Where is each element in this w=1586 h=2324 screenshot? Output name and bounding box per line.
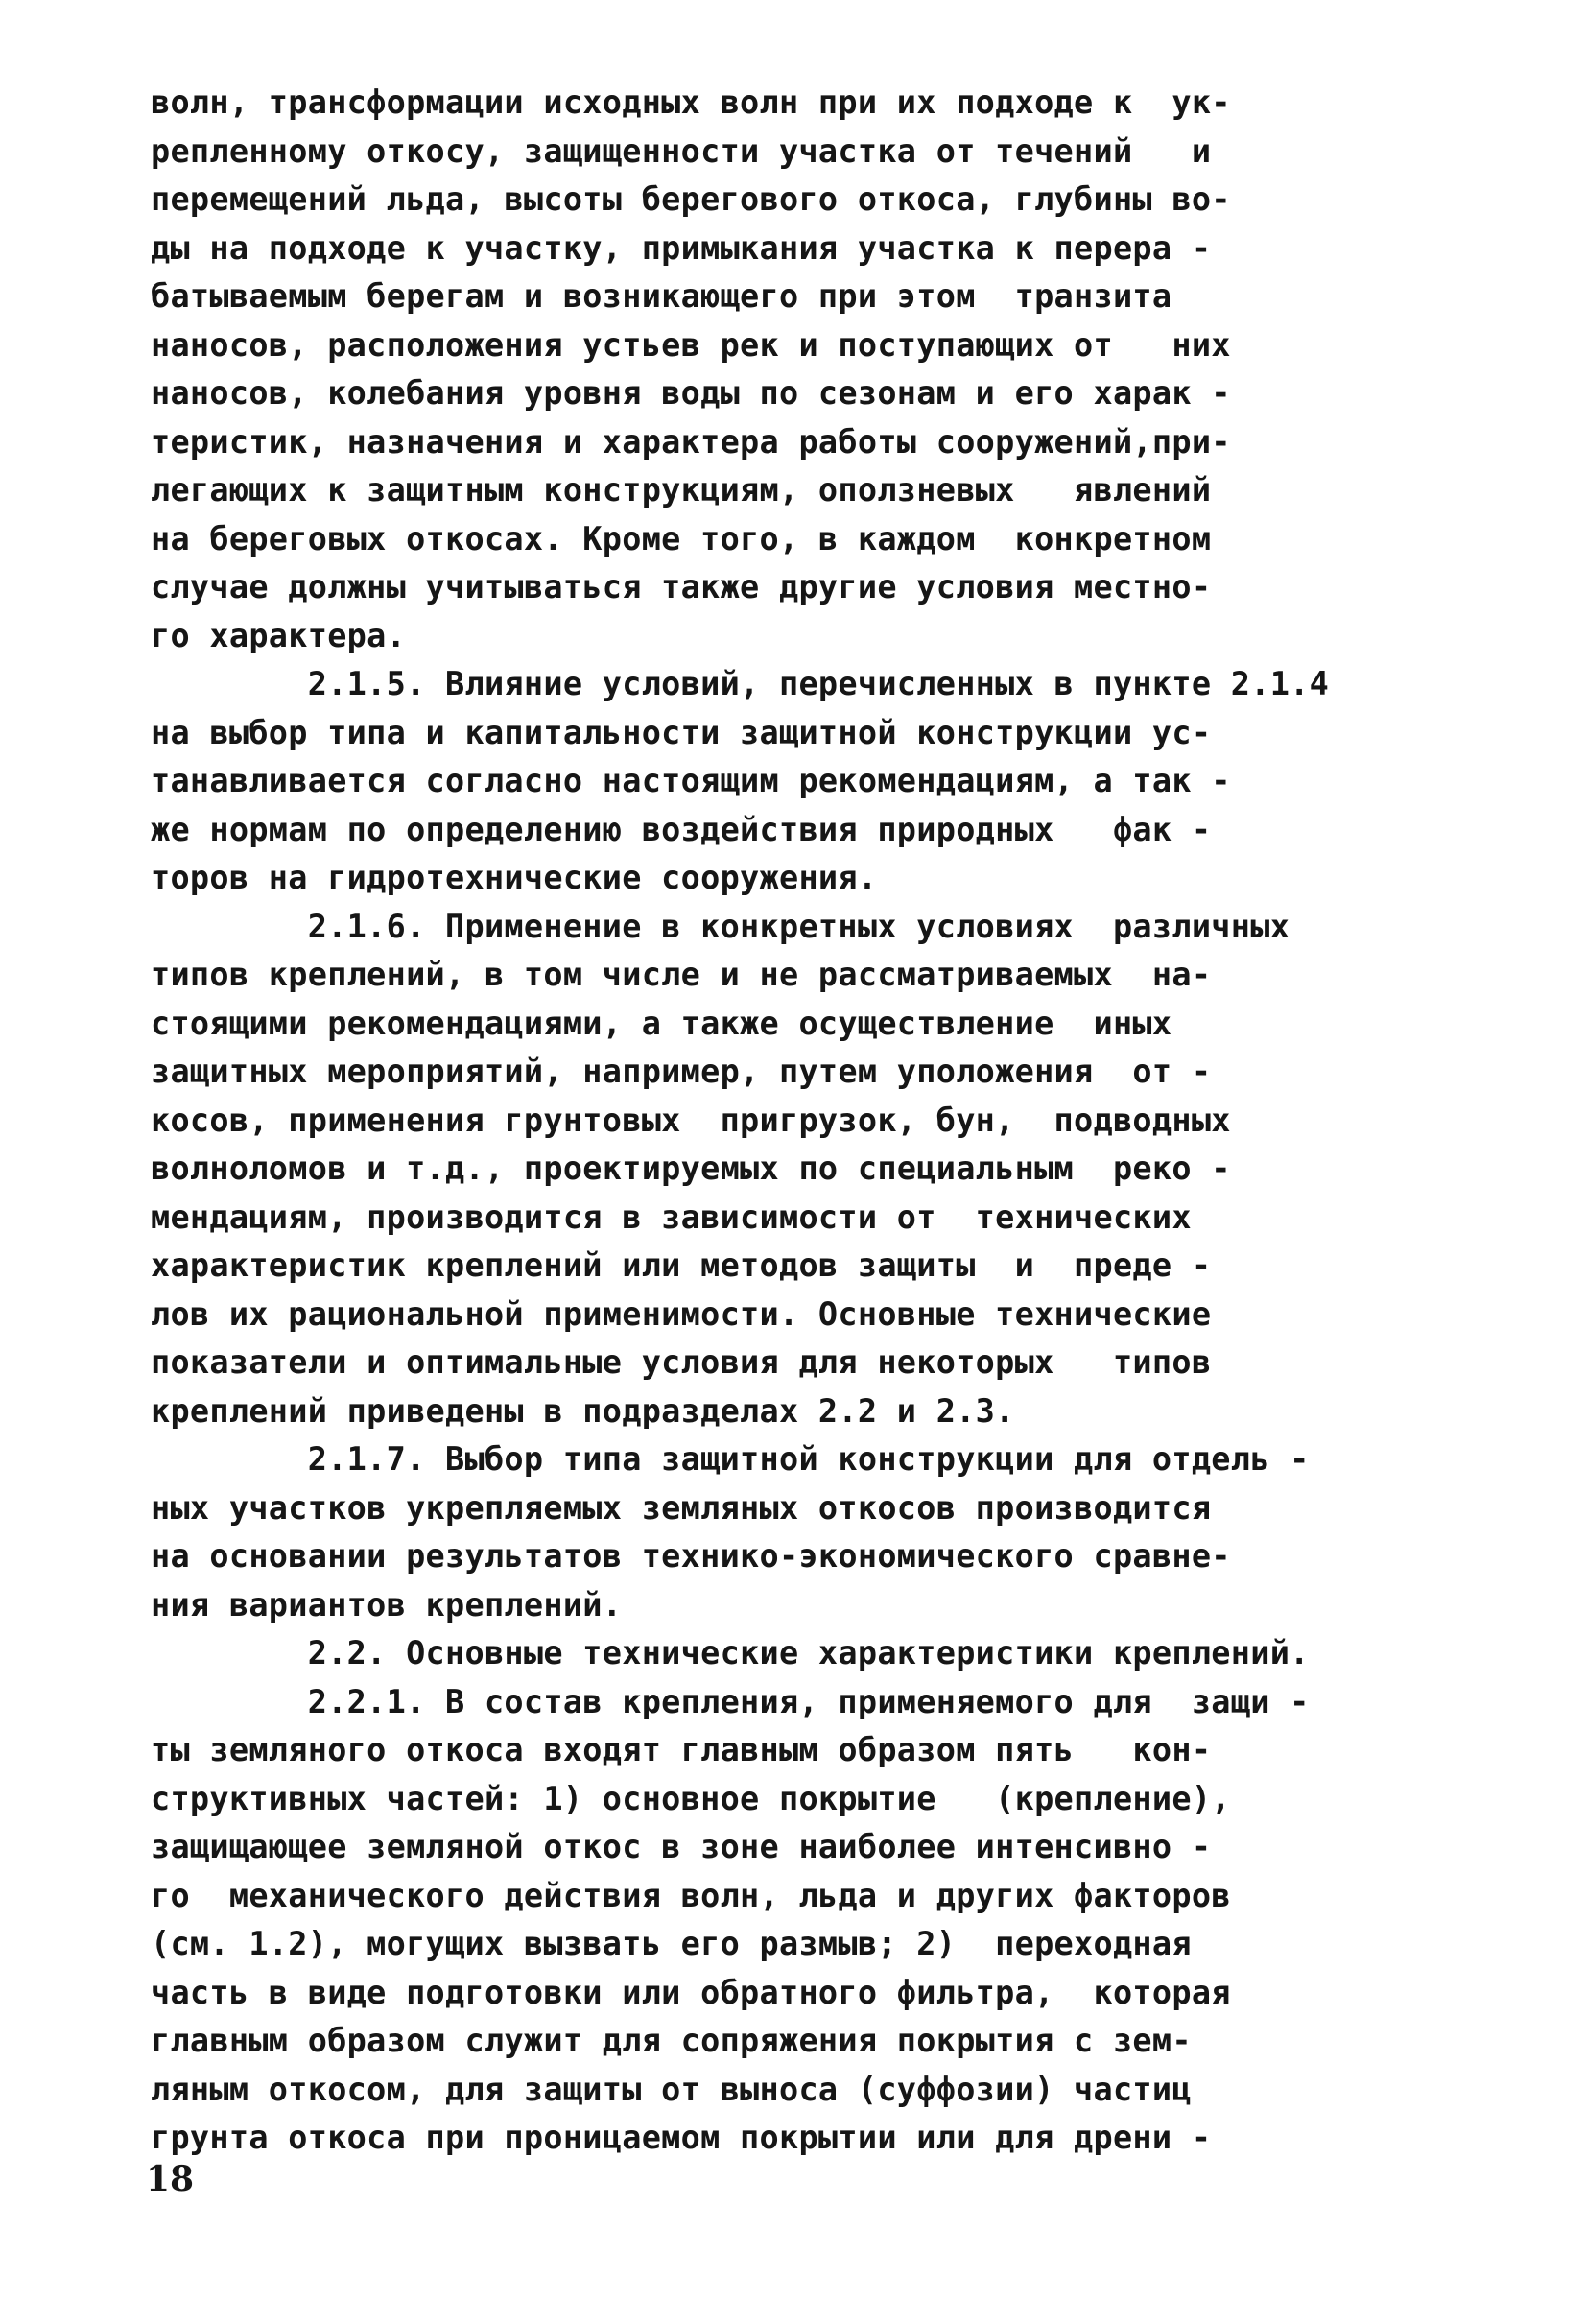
text-line: структивных частей: 1) основное покрытие (крепление),	[151, 1779, 1231, 1817]
text-line: защищающее земляной откос в зоне наиболее интенсивно -	[151, 1828, 1212, 1865]
page-number: 18	[146, 2159, 195, 2199]
section-heading-2-2: 2.2. Основные технические характеристики креплений.	[151, 1634, 1310, 1672]
paragraph-start-2-1-5: 2.1.5. Влияние условий, перечисленных в пункте 2.1.4	[151, 665, 1330, 702]
text-line: стоящими рекомендациями, а также осуществление иных	[151, 1004, 1172, 1042]
text-line: ляным откосом, для защиты от выноса (суффозии) частиц	[151, 2070, 1192, 2108]
text-line: на береговых откосах. Кроме того, в каждом конкретном	[151, 519, 1212, 557]
text-line: го характера.	[151, 616, 407, 654]
text-line: характеристик креплений или методов защиты и преде -	[151, 1246, 1212, 1284]
text-line: наносов, колебания уровня воды по сезонам и его харак -	[151, 374, 1231, 412]
text-line: часть в виде подготовки или обратного фильтра, которая	[151, 1973, 1231, 2011]
paragraph-start-2-1-6: 2.1.6. Применение в конкретных условиях различных	[151, 907, 1290, 945]
text-line: случае должны учитываться также другие условия местно-	[151, 568, 1212, 605]
text-line: волн, трансформации исходных волн при их подходе к ук-	[151, 83, 1231, 121]
text-line: ных участков укрепляемых земляных откосов производится	[151, 1488, 1212, 1527]
text-line: креплений приведены в подразделах 2.2 и 2.3.	[151, 1391, 1015, 1430]
text-line: го механического действия волн, льда и других факторов	[151, 1876, 1231, 1914]
text-line: на основании результатов технико-экономического сравне-	[151, 1537, 1231, 1575]
text-line: на выбор типа и капитальности защитной конструкции ус-	[151, 713, 1212, 751]
paragraph-start-2-2-1: 2.2.1. В состав крепления, применяемого для защи -	[151, 1682, 1310, 1720]
text-line: защитных мероприятий, например, путем уположения от -	[151, 1053, 1212, 1090]
text-line: легающих к защитным конструкциям, оползневых явлений	[151, 471, 1212, 509]
text-line: волноломов и т.д., проектируемых по специальным реко -	[151, 1150, 1231, 1187]
text-line: перемещений льда, высоты берегового откоса, глубины во-	[151, 180, 1231, 218]
text-line: лов их рациональной применимости. Основные технические	[151, 1294, 1212, 1333]
text-line: ния вариантов креплений.	[151, 1585, 623, 1624]
text-line: типов креплений, в том числе и не рассматриваемых на-	[151, 956, 1212, 993]
text-line: мендациям, производится в зависимости от технических	[151, 1198, 1192, 1236]
text-line: же нормам по определению воздействия природных фак -	[151, 810, 1212, 848]
text-line: грунта откоса при проницаемом покрытии или для дрени -	[151, 2119, 1212, 2156]
text-line: (см. 1.2), могущих вызвать его размыв; 2) переходная	[151, 1925, 1192, 1962]
text-line: косов, применения грунтовых пригрузок, бун, подводных	[151, 1101, 1231, 1139]
text-line: танавливается согласно настоящим рекомендациям, а так -	[151, 762, 1231, 799]
text-line: репленному откосу, защищенности участка от течений и	[151, 131, 1212, 170]
text-line: главным образом служит для сопряжения покрытия с зем-	[151, 2022, 1192, 2059]
text-line: торов на гидротехнические сооружения.	[151, 859, 878, 896]
text-line: ды на подходе к участку, примыкания участка к перера -	[151, 228, 1212, 267]
text-line: теристик, назначения и характера работы сооружений,при-	[151, 422, 1231, 461]
text-line: ты земляного откоса входят главным образом пять кон-	[151, 1731, 1212, 1768]
text-line: показатели и оптимальные условия для некоторых типов	[151, 1343, 1212, 1381]
body-text	[151, 79, 1446, 2163]
paragraph-start-2-1-7: 2.1.7. Выбор типа защитной конструкции для отдель -	[151, 1440, 1310, 1478]
text-line: батываемым берегам и возникающего при этом транзита	[151, 277, 1172, 315]
text-line: наносов, расположения устьев рек и поступающих от них	[151, 325, 1231, 364]
